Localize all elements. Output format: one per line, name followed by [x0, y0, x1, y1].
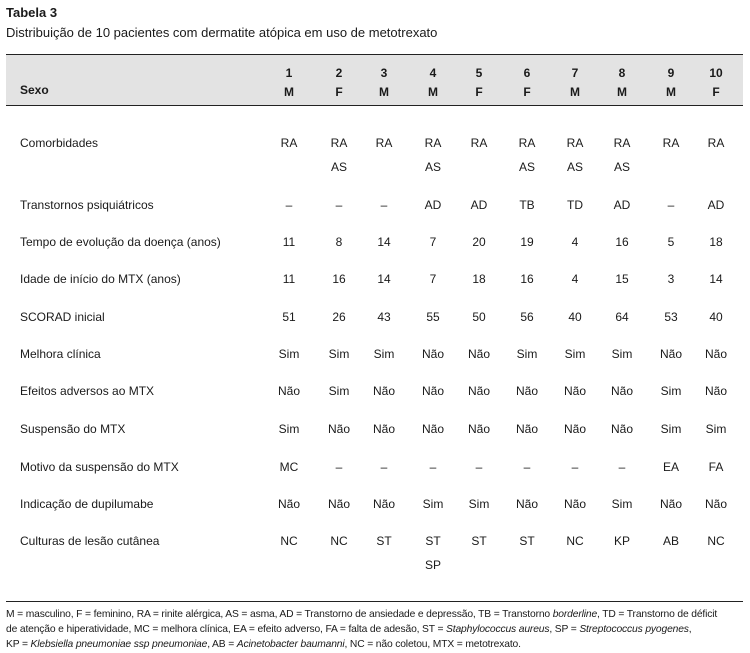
table-cell: 50	[472, 310, 486, 324]
table-cell: 19	[520, 235, 534, 249]
table-cell-second-line: AS	[566, 160, 583, 174]
patient-header-1	[269, 64, 309, 102]
table-cell: Não	[421, 347, 444, 361]
row-label: Motivo da suspensão do MTX	[20, 460, 179, 474]
patient-number: 2	[335, 66, 343, 80]
row-label: Idade de início do MTX (anos)	[20, 272, 181, 286]
table-cell: –	[571, 460, 579, 474]
table-cell: Sim	[278, 347, 300, 361]
table-cell: 40	[709, 310, 723, 324]
row-label: Culturas de lesão cutânea	[20, 534, 160, 548]
table-cell: 40	[568, 310, 582, 324]
table-cell: RA	[424, 136, 442, 150]
table-cell: AD	[613, 198, 631, 212]
table-cell: Não	[467, 384, 490, 398]
table-cell: MC	[279, 460, 299, 474]
footnote-line-3: KP = Klebsiella pneumoniae ssp pneumoniae, AB = Acinetobacter baumanni, NC = não coletou, MTX = metotrexato.	[6, 639, 521, 650]
table-cell: Não	[467, 422, 490, 436]
table-cell: 14	[377, 272, 391, 286]
patient-number: 9	[667, 66, 675, 80]
table-cell: 5	[667, 235, 675, 249]
patient-sex: M	[617, 85, 627, 99]
patient-header-8	[602, 64, 642, 102]
table-cell-second-line: AS	[424, 160, 441, 174]
row-label: Comorbidades	[20, 136, 99, 150]
table-subtitle: Distribuição de 10 pacientes com dermatite atópica em uso de metotrexato	[6, 25, 438, 40]
row-label: SCORAD inicial	[20, 310, 105, 324]
table-cell: Não	[515, 384, 538, 398]
table-cell: Não	[421, 422, 444, 436]
table-cell: 43	[377, 310, 391, 324]
table-cell: TB	[519, 198, 535, 212]
table-cell: Sim	[373, 347, 395, 361]
table-cell: KP	[613, 534, 630, 548]
patient-number: 1	[285, 66, 293, 80]
table-cell: Não	[467, 347, 490, 361]
table-cell: ST	[519, 534, 535, 548]
table-cell: 8	[335, 235, 343, 249]
table-footnote	[6, 607, 746, 652]
table-cell: Sim	[660, 384, 682, 398]
table-cell: RA	[662, 136, 680, 150]
table-cell: 16	[332, 272, 346, 286]
table-cell: Não	[563, 422, 586, 436]
table-cell: 11	[282, 235, 296, 249]
table-cell: Não	[515, 497, 538, 511]
table-top-rule	[6, 54, 743, 55]
table-cell: Sim	[328, 384, 350, 398]
table-cell: Sim	[422, 497, 444, 511]
table-cell: Não	[610, 422, 633, 436]
table-cell: Não	[610, 384, 633, 398]
patient-sex: M	[379, 85, 389, 99]
patient-number: 10	[709, 66, 723, 80]
table-cell: –	[335, 460, 343, 474]
table-cell: RA	[330, 136, 348, 150]
table-cell: AD	[424, 198, 442, 212]
row-label: Melhora clínica	[20, 347, 101, 361]
table-cell: –	[285, 198, 293, 212]
table-cell: Sim	[611, 347, 633, 361]
table-cell: Sim	[516, 347, 538, 361]
patient-header-7	[555, 64, 595, 102]
table-cell: –	[429, 460, 437, 474]
table-cell: Não	[563, 384, 586, 398]
patient-number: 5	[475, 66, 483, 80]
table-cell-second-line: AS	[518, 160, 535, 174]
table-cell: TD	[567, 198, 583, 212]
patient-sex: M	[284, 85, 294, 99]
table-cell: 20	[472, 235, 486, 249]
table-cell: NC	[280, 534, 298, 548]
table-cell: Não	[277, 497, 300, 511]
table-cell: –	[523, 460, 531, 474]
table-cell: ST	[425, 534, 441, 548]
table-cell-second-line: AS	[613, 160, 630, 174]
table-cell: ST	[376, 534, 392, 548]
patient-sex: F	[523, 85, 531, 99]
sex-column-label: Sexo	[20, 83, 49, 97]
table-bottom-rule	[6, 601, 743, 602]
table-cell: Não	[515, 422, 538, 436]
patient-number: 6	[523, 66, 531, 80]
table-cell: Não	[421, 384, 444, 398]
table-header-rule	[6, 105, 743, 106]
patient-sex: F	[475, 85, 483, 99]
table-cell: Sim	[278, 422, 300, 436]
table-cell: Sim	[705, 422, 727, 436]
row-label: Indicação de dupilumabe	[20, 497, 154, 511]
patient-number: 7	[571, 66, 579, 80]
table-cell-second-line: SP	[424, 558, 441, 572]
table-cell: NC	[707, 534, 725, 548]
table-cell-second-line: AS	[330, 160, 347, 174]
patient-number: 8	[618, 66, 626, 80]
patient-sex: F	[712, 85, 720, 99]
table-cell: 55	[426, 310, 440, 324]
table-cell: RA	[375, 136, 393, 150]
table-cell: –	[380, 460, 388, 474]
row-label: Efeitos adversos ao MTX	[20, 384, 155, 398]
table-cell: –	[618, 460, 626, 474]
table-cell: Não	[372, 384, 395, 398]
table-cell: 18	[709, 235, 723, 249]
table-cell: 14	[377, 235, 391, 249]
patient-header-10	[696, 64, 736, 102]
table-cell: ST	[471, 534, 487, 548]
patient-sex: M	[570, 85, 580, 99]
table-cell: Sim	[564, 347, 586, 361]
table-cell: 64	[615, 310, 629, 324]
table-cell: Não	[704, 347, 727, 361]
table-cell: Não	[704, 384, 727, 398]
table-cell: FA	[708, 460, 724, 474]
table-title: Tabela 3	[6, 5, 58, 20]
table-cell: RA	[613, 136, 631, 150]
table-cell: 18	[472, 272, 486, 286]
patient-number: 4	[429, 66, 437, 80]
row-label: Tempo de evolução da doença (anos)	[20, 235, 221, 249]
table-cell: 56	[520, 310, 534, 324]
table-cell: Não	[659, 347, 682, 361]
table-cell: 26	[332, 310, 346, 324]
table-cell: Não	[563, 497, 586, 511]
patient-number: 3	[380, 66, 388, 80]
footnote-line-1: M = masculino, F = feminino, RA = rinite alérgica, AS = asma, AD = Transtorno de ansiedade e depressão, TB = Transtorno borderline, TD = Transtorno de déficit	[6, 609, 718, 620]
table-cell: RA	[470, 136, 488, 150]
table-cell: NC	[330, 534, 348, 548]
table-cell: Sim	[611, 497, 633, 511]
table-cell: 51	[282, 310, 296, 324]
row-label: Transtornos psiquiátricos	[20, 198, 154, 212]
patient-header-6	[507, 64, 547, 102]
patient-header-4	[413, 64, 453, 102]
table-cell: 11	[282, 272, 296, 286]
row-label: Suspensão do MTX	[20, 422, 126, 436]
table-cell: Sim	[660, 422, 682, 436]
table-cell: NC	[566, 534, 584, 548]
table-cell: Não	[327, 497, 350, 511]
patient-header-3	[364, 64, 404, 102]
table-cell: 4	[571, 235, 579, 249]
table-cell: AD	[707, 198, 725, 212]
table-cell: Não	[372, 422, 395, 436]
table-cell: Não	[277, 384, 300, 398]
patient-sex: M	[428, 85, 438, 99]
table-cell: Não	[327, 422, 350, 436]
patient-header-2	[319, 64, 359, 102]
table-cell: 3	[667, 272, 675, 286]
table-cell: –	[667, 198, 675, 212]
table-cell: AD	[470, 198, 488, 212]
patient-header-9	[651, 64, 691, 102]
table-cell: 4	[571, 272, 579, 286]
table-cell: EA	[662, 460, 679, 474]
table-cell: –	[335, 198, 343, 212]
table-cell: RA	[566, 136, 584, 150]
table-cell: RA	[518, 136, 536, 150]
patient-sex: M	[666, 85, 676, 99]
table-cell: 16	[615, 235, 629, 249]
table-cell: 7	[429, 272, 437, 286]
table-cell: –	[475, 460, 483, 474]
table-cell: 7	[429, 235, 437, 249]
table-cell: Sim	[468, 497, 490, 511]
table-cell: Não	[372, 497, 395, 511]
table-cell: RA	[707, 136, 725, 150]
table-cell: RA	[280, 136, 298, 150]
table-cell: 16	[520, 272, 534, 286]
table-cell: 14	[709, 272, 723, 286]
patient-sex: F	[335, 85, 343, 99]
patient-header-5	[459, 64, 499, 102]
table-cell: 53	[664, 310, 678, 324]
table-cell: Não	[659, 497, 682, 511]
table-cell: –	[380, 198, 388, 212]
table-cell: Não	[704, 497, 727, 511]
table-cell: Sim	[328, 347, 350, 361]
table-cell: 15	[615, 272, 629, 286]
footnote-line-2: de atenção e hiperatividade, MC = melhora clínica, EA = efeito adverso, FA = falta de adesão, ST = Staphylococcus aureus, SP = Streptococcus pyogenes,	[6, 624, 692, 635]
table-cell: AB	[662, 534, 679, 548]
